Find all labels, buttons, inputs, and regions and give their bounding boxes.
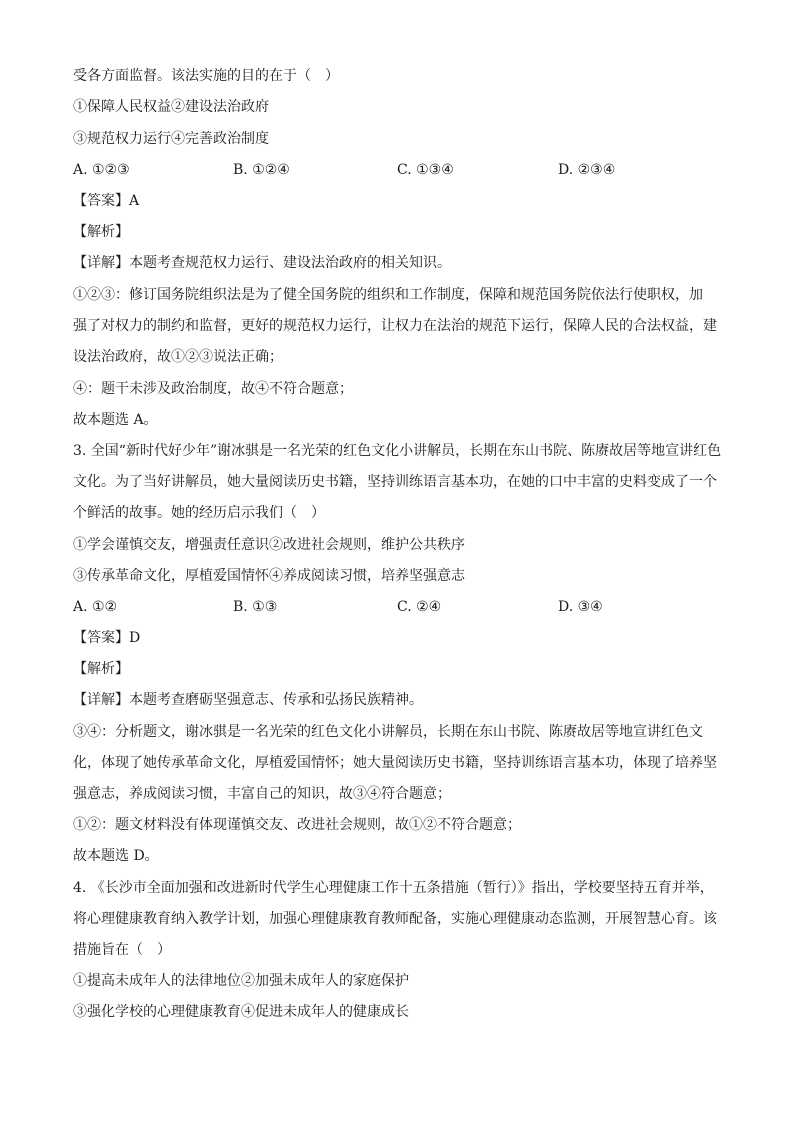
q3-conclusion: 故本题选 D。 <box>73 848 159 864</box>
q4-choice-line-2: ③强化学校的心理健康教育④促进未成年人的健康成长 <box>73 1004 409 1020</box>
q2-explain-2: 强了对权力的制约和监督，更好的规范权力运行，让权力在法治的规范下运行，保障人民的合法权益，建 <box>73 318 717 334</box>
q3-stem-2: 文化。为了当好讲解员，她大量阅读历史书籍，坚持训练语言基本功，在她的口中丰富的史料变成了一个 <box>73 474 717 490</box>
q2-answer: 【答案】A <box>73 193 140 209</box>
q3-explain-2: 化，体现了她传承革命文化，厚植爱国情怀；她大量阅读历史书籍，坚持训练语言基本功，体现了培养坚 <box>73 755 717 771</box>
q4-stem-3: 措施旨在（ ） <box>73 942 171 958</box>
q3-options <box>73 597 723 617</box>
q2-option-c: C. ①③④ <box>397 162 454 178</box>
q4-stem-2: 将心理健康教育纳入教学计划，加强心理健康教育教师配备，实施心理健康动态监测，开展智慧心育。该 <box>73 911 717 927</box>
q2-options <box>73 160 723 180</box>
q3-answer: 【答案】D <box>73 630 141 646</box>
q2-choice-line-2: ③规范权力运行④完善政治制度 <box>73 131 269 147</box>
q3-analysis-label: 【解析】 <box>73 661 129 677</box>
q2-choice-line-1: ①保障人民权益②建设法治政府 <box>73 99 269 115</box>
q3-explain-3: 强意志，养成阅读习惯，丰富自己的知识，故③④符合题意； <box>73 786 451 802</box>
q2-explain-4: ④：题干未涉及政治制度，故④不符合题意； <box>73 381 353 397</box>
q2-stem-tail: 受各方面监督。该法实施的目的在于（ ） <box>73 68 339 84</box>
q3-option-d: D. ③④ <box>558 599 603 615</box>
q4-choice-line-1: ①提高未成年人的法律地位②加强未成年人的家庭保护 <box>73 973 409 989</box>
q2-option-b: B. ①②④ <box>233 162 290 178</box>
q3-option-b: B. ①③ <box>233 599 278 615</box>
q2-option-d: D. ②③④ <box>558 162 616 178</box>
q2-detail: 【详解】本题考查规范权力运行、建设法治政府的相关知识。 <box>73 255 451 271</box>
q4-stem-1: 4. 《长沙市全面加强和改进新时代学生心理健康工作十五条措施（暂行）》指出，学校要坚持五育并举， <box>73 880 714 896</box>
q3-detail: 【详解】本题考查磨砺坚强意志、传承和弘扬民族精神。 <box>73 692 423 708</box>
q3-explain-4: ①②：题文材料没有体现谨慎交友、改进社会规则，故①②不符合题意； <box>73 817 521 833</box>
q2-explain-1: ①②③：修订国务院组织法是为了健全国务院的组织和工作制度，保障和规范国务院依法行使职权，加 <box>73 287 703 303</box>
q3-option-a: A. ①② <box>73 599 118 615</box>
q2-option-a: A. ①②③ <box>73 162 130 178</box>
q3-stem-3: 个鲜活的故事。她的经历启示我们（ ） <box>73 505 325 521</box>
q3-explain-1: ③④：分析题文，谢冰骐是一名光荣的红色文化小讲解员，长期在东山书院、陈赓故居等地宣讲红色文 <box>73 724 703 740</box>
q2-analysis-label: 【解析】 <box>73 224 129 240</box>
q3-stem-1: 3. 全国“新时代好少年”谢冰骐是一名光荣的红色文化小讲解员，长期在东山书院、陈赓故居等地宣讲红色 <box>73 443 722 459</box>
q2-explain-3: 设法治政府，故①②③说法正确； <box>73 349 283 365</box>
q3-choice-line-2: ③传承革命文化，厚植爱国情怀④养成阅读习惯，培养坚强意志 <box>73 568 465 584</box>
q3-option-c: C. ②④ <box>397 599 442 615</box>
q3-choice-line-1: ①学会谨慎交友，增强责任意识②改进社会规则，维护公共秩序 <box>73 537 465 553</box>
q2-conclusion: 故本题选 A。 <box>73 412 158 428</box>
